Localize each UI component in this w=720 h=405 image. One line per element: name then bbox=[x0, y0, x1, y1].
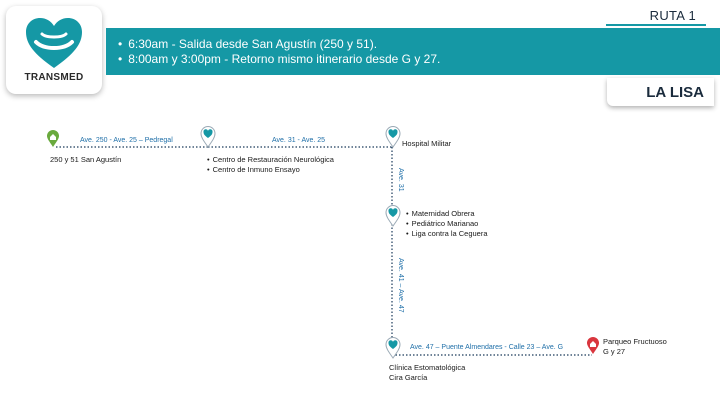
route-title: RUTA 1 bbox=[649, 8, 696, 23]
heart-hands-pin-icon bbox=[200, 126, 216, 148]
area-title: LA LISA bbox=[646, 84, 704, 101]
stop-end-label bbox=[603, 337, 667, 357]
stop-item: • Maternidad Obrera bbox=[406, 209, 488, 219]
home-pin-icon bbox=[586, 337, 600, 355]
stop-item: • Centro de Inmuno Ensayo bbox=[207, 165, 334, 175]
schedule-item: • 6:30am - Salida desde San Agustín (250 y 51). bbox=[118, 37, 720, 52]
stop-line: Cira García bbox=[389, 373, 428, 382]
stop-line: G y 27 bbox=[603, 347, 626, 356]
stop-line: Clínica Estomatológica bbox=[389, 363, 466, 372]
stop-item: • Liga contra la Ceguera bbox=[406, 229, 488, 239]
stop-item: • Centro de Restauración Neurológica bbox=[207, 155, 334, 165]
stop4-label bbox=[389, 363, 465, 383]
heart-hands-pin-icon bbox=[385, 337, 401, 359]
home-pin-icon bbox=[46, 130, 60, 148]
stop3-list bbox=[406, 209, 488, 239]
stop1-list bbox=[207, 155, 334, 175]
stop2-label: Hospital Militar bbox=[402, 139, 452, 148]
heart-hands-pin-icon bbox=[385, 205, 401, 227]
segment-label: Ave. 250 - Ave. 25 – Pedregal bbox=[80, 137, 173, 144]
stop-line: Parqueo Fructuoso bbox=[603, 337, 667, 346]
segment-label: Ave. 47 – Puente Almendares - Calle 23 – Ave. G bbox=[410, 344, 564, 351]
schedule-item: • 8:00am y 3:00pm - Retorno mismo itinerario desde G y 27. bbox=[118, 52, 720, 67]
segment-label: Ave. 41 – Ave. 47 bbox=[397, 258, 404, 313]
stop-item: • Pediátrico Marianao bbox=[406, 219, 488, 229]
stop-start-label: 250 y 51 San Agustín bbox=[50, 155, 122, 164]
segment-label: Ave. 31 - Ave. 25 bbox=[272, 137, 326, 144]
heart-hands-pin-icon bbox=[385, 126, 401, 148]
segment-label: Ave. 31 bbox=[397, 168, 404, 192]
logo-text: TRANSMED bbox=[24, 72, 84, 83]
